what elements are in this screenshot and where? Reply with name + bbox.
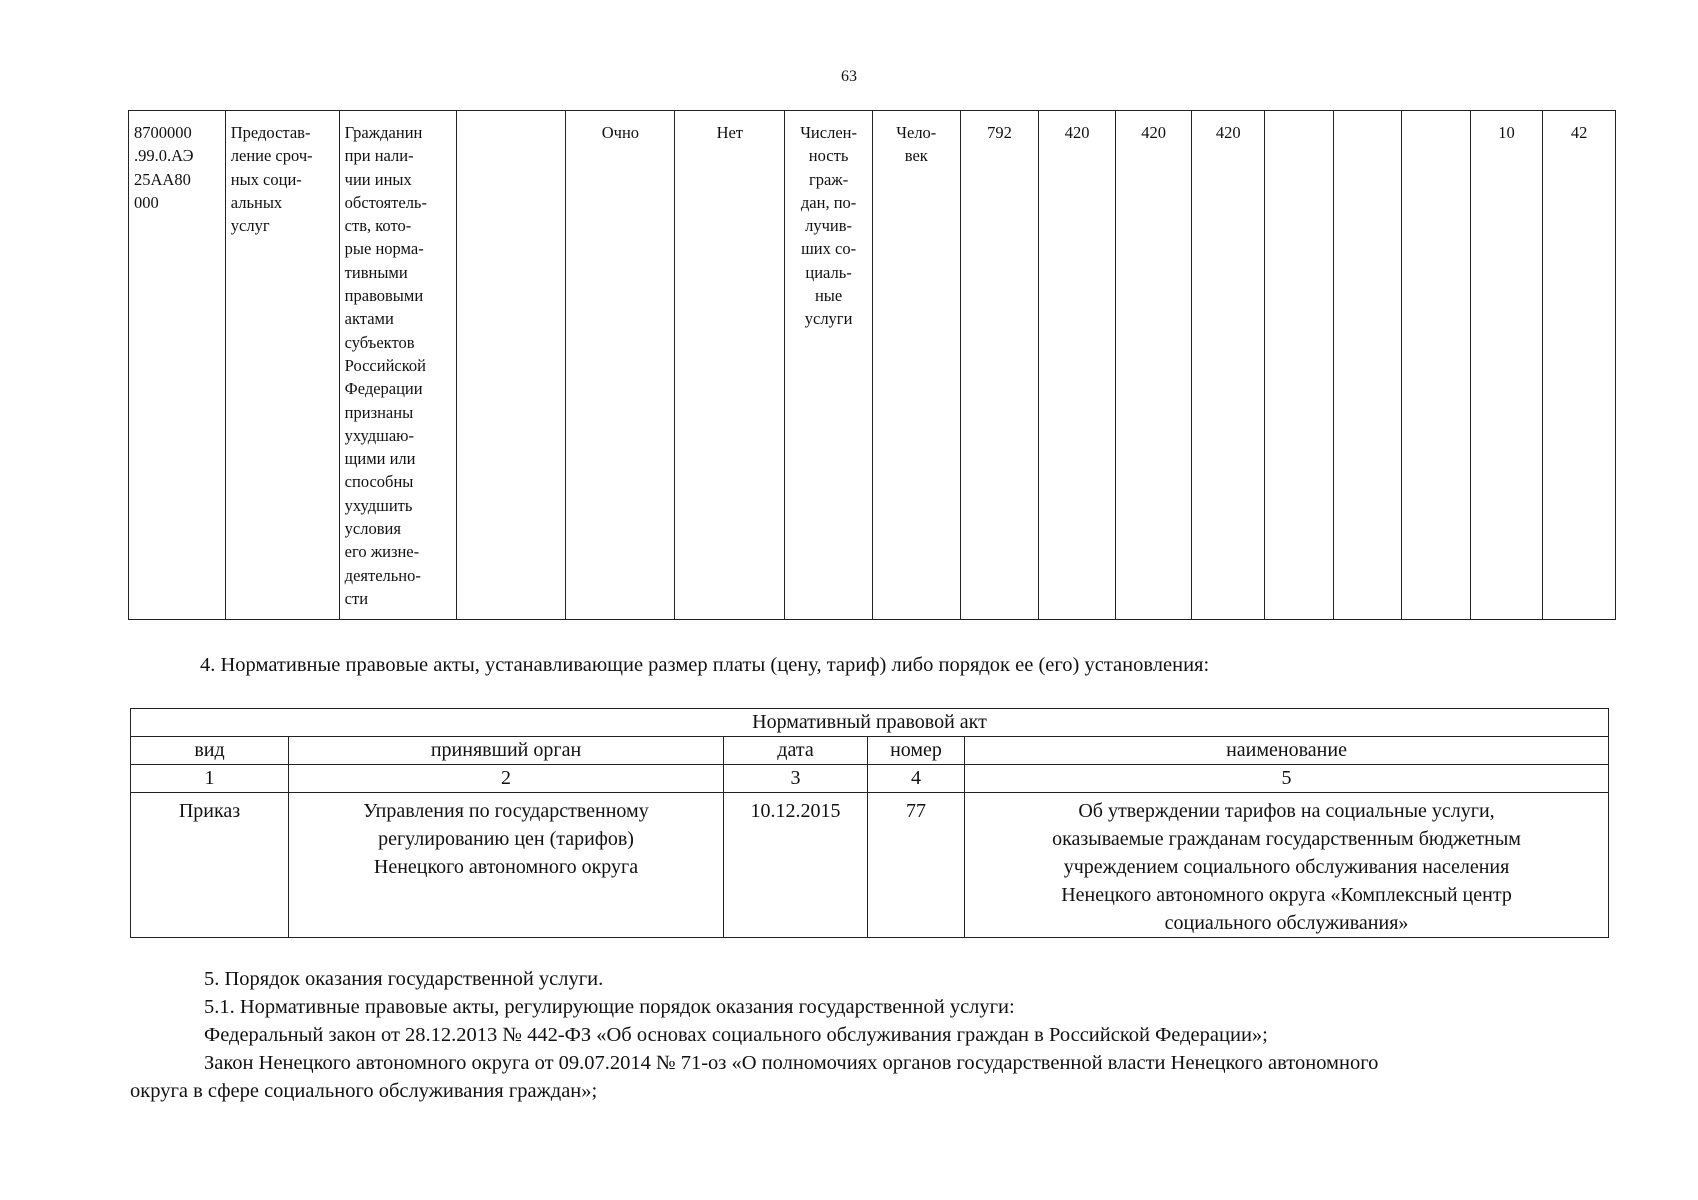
column-number: 1 [131,765,289,793]
column-header: наименование [965,737,1609,765]
service-code: 8700000 .99.0.АЭ 25АА80 000 [129,111,226,620]
column-header: дата [724,737,868,765]
column-header: вид [131,737,289,765]
federal-law-paragraph: Федеральный закон от 28.12.2013 № 442-ФЗ «Об основах социального обслуживания граждан в Российской Федерации»; [204,1024,1268,1046]
service-table [128,110,1616,620]
indicator-name: Числен- ность граж- дан, по- лучив- ших со- циаль- ные услуги [785,111,873,620]
table-row [129,111,1616,620]
empty-cell [456,111,566,620]
act-number: 77 [868,793,965,938]
act-date: 10.12.2015 [724,793,868,938]
act-title: Об утверждении тарифов на социальные услуги, оказываемые гражданам государственным бюджетным учреждением социального обслуживания населения Ненецкого автономного округа «Комплексный центр социального обслуживания» [965,793,1609,938]
column-header: номер [868,737,965,765]
section-5-1-heading: 5.1. Нормативные правовые акты, регулирующие порядок оказания государственной услуги: [204,996,1015,1018]
column-number: 5 [965,765,1609,793]
page-number: 63 [841,68,857,85]
table-row [131,793,1609,938]
column-header: принявший орган [289,737,724,765]
indicator-code: 792 [960,111,1039,620]
indicator-unit: Чело- век [872,111,960,620]
deviation-absolute: 42 [1543,111,1616,620]
acts-table [130,708,1609,938]
section-5-heading: 5. Порядок оказания государственной услуги. [204,968,604,990]
column-number-row [131,765,1609,793]
service-flag: Нет [675,111,785,620]
act-kind: Приказ [131,793,289,938]
acts-table-title: Нормативный правовой акт [131,709,1609,737]
value-year-2: 420 [1115,111,1192,620]
empty-cell [1402,111,1471,620]
deviation-percent: 10 [1470,111,1543,620]
regional-law-line-1: Закон Ненецкого автономного округа от 09.07.2014 № 71-оз «О полномочиях органов государственной власти Ненецкого автономного [204,1052,1379,1074]
column-number: 4 [868,765,965,793]
column-number: 3 [724,765,868,793]
value-year-3: 420 [1192,111,1265,620]
value-year-1: 420 [1039,111,1116,620]
recipient-category: Гражданин при нали- чии иных обстоятель- ств, кото- рые норма- тивными правовыми актами субъектов Российской Федерации признаны ухудшаю- щими или способны ухудшить условия его жизне- деятельно- сти [339,111,456,620]
service-name: Предостав- ление сроч- ных соци- альных услуг [225,111,339,620]
table-header-row [131,737,1609,765]
section-4-heading: 4. Нормативные правовые акты, устанавливающие размер платы (цену, тариф) либо порядок ее (его) установления: [200,654,1210,676]
service-form: Очно [566,111,675,620]
column-number: 2 [289,765,724,793]
act-issuing-body: Управления по государственному регулированию цен (тарифов) Ненецкого автономного округа [289,793,724,938]
empty-cell [1265,111,1334,620]
regional-law-line-2: округа в сфере социального обслуживания граждан»; [130,1080,598,1102]
empty-cell [1333,111,1402,620]
table-title-row [131,709,1609,737]
